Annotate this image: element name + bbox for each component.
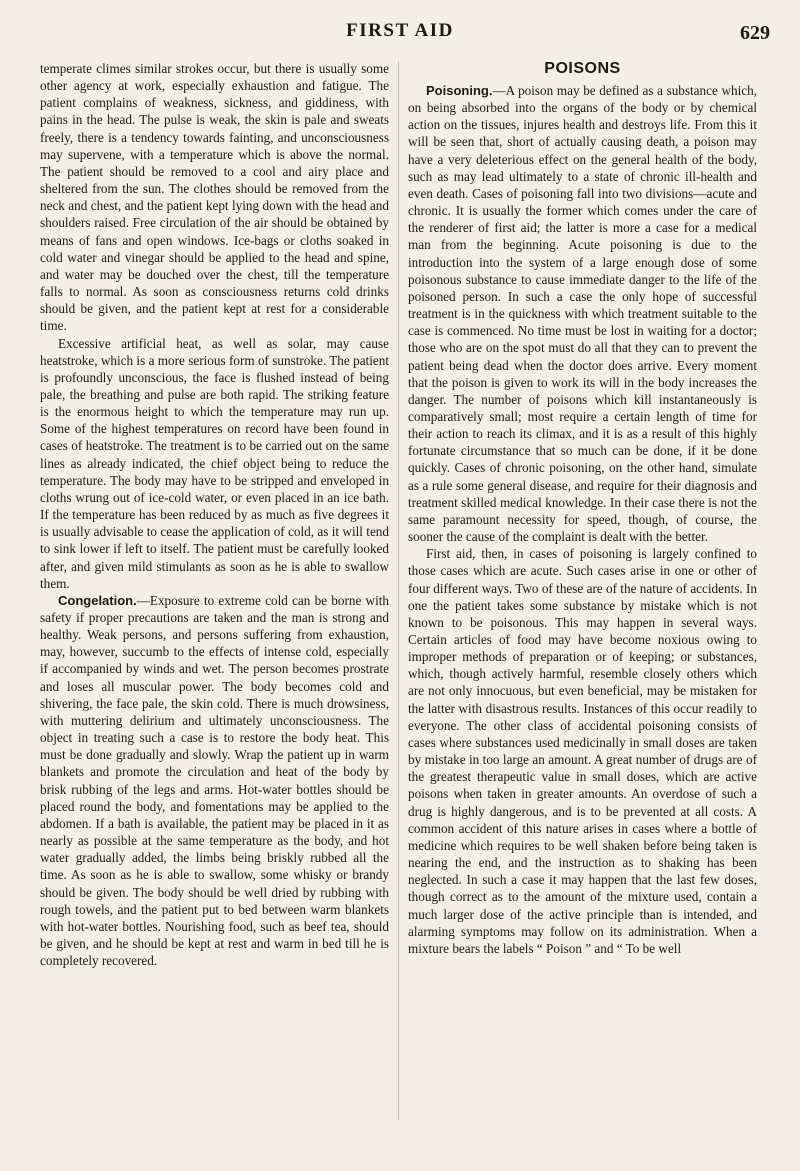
paragraph-congelation	[40, 592, 389, 969]
paragraph-heatstroke: Excessive artificial heat, as well as solar, may cause heatstroke, which is a more serious form of sunstroke. The patient is profoundly unconscious, the face is flushed instead of being pale, the breathing and pulse are both rapid. The striking feature is the enormous height to which the temperature may run up. Some of the highest temperatures on record have been found in cases of heatstroke. The treatment is to be carried out on the same lines as already indicated, the chief object being to reduce the temperature. The body may have to be stripped and enveloped in cloths wrung out of ice-cold water, or even placed in an ice bath. If the temperature has been reduced by as much as five degrees it is usually advisable to cease the application of cold, as it will tend to sink lower if left to itself. The patient must be carefully looked after, and given mild stimulants as soon as he is able to swallow them.	[40, 335, 389, 591]
page-number: 629	[740, 22, 770, 44]
paragraph-poisoning-text: —A poison may be defined as a substance which, on being absorbed into the organs of the body or by chemical action on the tissues, injures health and destroys life. From this it will be seen that, short of actually causing death, a poison may have a very deleterious effect on the general health of the body, such as may lead ultimately to a state of chronic ill-health and even death. Cases of poisoning fall into two divisions—acute and chronic. It is usually the former which comes under the care of the renderer of first aid; the latter is more a case for a medical man from the beginning. Acute poisoning is due to the introduction into the system of a large enough dose of some poisonous substance to cause immediate danger to the life of the poisoned person. In such a case the only hope of successful treatment is in the quickness with which treatment suitable to the case is commenced. No time must be lost in waiting for a doctor; those who are on the spot must do all that they can to prevent the patient being dead when the doctor does arrive. Every moment that the poison is given to work its will in the body increases the danger. The number of poisons which kill instantaneously is comparatively small; most require a certain length of time for their action to reach its climax, and it is as a result of this highly fortunate circumstance that so much can be done, if it be done quickly. Cases of chronic poisoning, on the other hand, simulate as a rule some general disease, and require for their diagnosis and treatment skilled medical knowledge. In their case there is not the same paramount necessity for speed, though, of course, the sooner the cause of the complaint is dealt with the better.	[408, 83, 757, 545]
paragraph-first-aid-poisoning: First aid, then, in cases of poisoning is largely confined to those cases which are acute. Such cases arise in one or other of four different ways. Two of these are of the nature of accidents. In one the patient takes some substance by mistake which is not known to be poisonous. This may happen in several ways. Certain articles of food may have become noxious owing to improper methods of preparation or of keeping; or substances, which, though actively harmful, resemble closely others which are not only innocuous, but even beneficial, may be mistaken for the latter with disastrous results. Instances of this occur readily to everyone. The other class of accidental poisoning consists of cases where substances used medicinally in small doses are taken by mistake in too large an amount. A great number of drugs are of the greatest therapeutic value in small doses, which are active poisons when taken in greater amounts. An overdose of such a drug is highly dangerous, and is to be prevented at all costs. A common accident of this nature arises in cases where a bottle of medicine which requires to be well shaken before being taken is nearing the end, and the instruction as to shaking has been neglected. In such a case it may happen that the last few doses, though correct as to the amount of the mixture used, contain a much larger dose of the active principle than is intended, and alarming symptoms may follow on its administration. When a mixture bears the labels “ Poison ” and “ To be well	[408, 546, 757, 956]
paragraph-congelation-text: —Exposure to extreme cold can be borne with safety if proper precautions are taken and the man is strong and healthy. Weak persons, and persons suffering from exhaustion, may, however, succumb to the effects of intense cold, especially if accompanied by winds and wet. The person becomes prostrate and loses all muscular power. The body becomes cold and shivering, the face pale, the skin cold. There is much drowsiness, with muttering delirium and ultimately unconsciousness. The object in treating such a case is to restore the body heat. This must be done gradually and slowly. Wrap the patient up in warm blankets and promote the circulation and heat of the body by brisk rubbing of the legs and arms. Hot-water bottles should be placed round the body, and fomentations may be applied to the abdomen. If a bath is available, the patient may be placed in it as nearly as possible at the same temperature as the body, and hot water gradually added, the limbs being briskly rubbed all the time. As soon as he is able to swallow, some whisky or brandy should be given. The body should be well dried by rubbing with rough towels, and the patient put to bed between warm blankets with hot-water bottles. Nourishing food, such as beef tea, should be given, and he should be kept at rest and warm in bed till he is completely recovered.	[40, 592, 389, 969]
paragraph-sunstroke-continued: temperate climes similar strokes occur, but there is usually some other agency at work, especially exhaustion and fatigue. The patient complains of weakness, sickness, and giddiness, with pains in the head. The pulse is weak, the skin is pale and sweats freely, there is a tendency towards fainting, and unconsciousness may supervene, with a temperature which is above the normal. The patient should be removed to a cool and airy place and sheltered from the sun. The clothes should be removed from the neck and chest, and the patient kept lying down with the head and shoulders raised. Free circulation of the air should be obtained by means of fans and open windows. Ice-bags or cloths soaked in cold water and vinegar should be applied to the head and spine, and water may be douched over the chest, till the temperature falls to normal. As soon as consciousness returns cold drinks should be given, and the patient kept at rest for a considerable time.	[40, 61, 389, 334]
left-column	[40, 60, 389, 969]
right-column	[408, 82, 757, 957]
running-head: FIRST AID	[346, 20, 454, 41]
runin-congelation: Congelation.	[58, 592, 137, 608]
section-heading-poisons: POISONS	[544, 60, 621, 77]
column-divider	[398, 62, 399, 1120]
runin-poisoning: Poisoning.	[426, 83, 493, 98]
paragraph-poisoning	[408, 82, 757, 545]
